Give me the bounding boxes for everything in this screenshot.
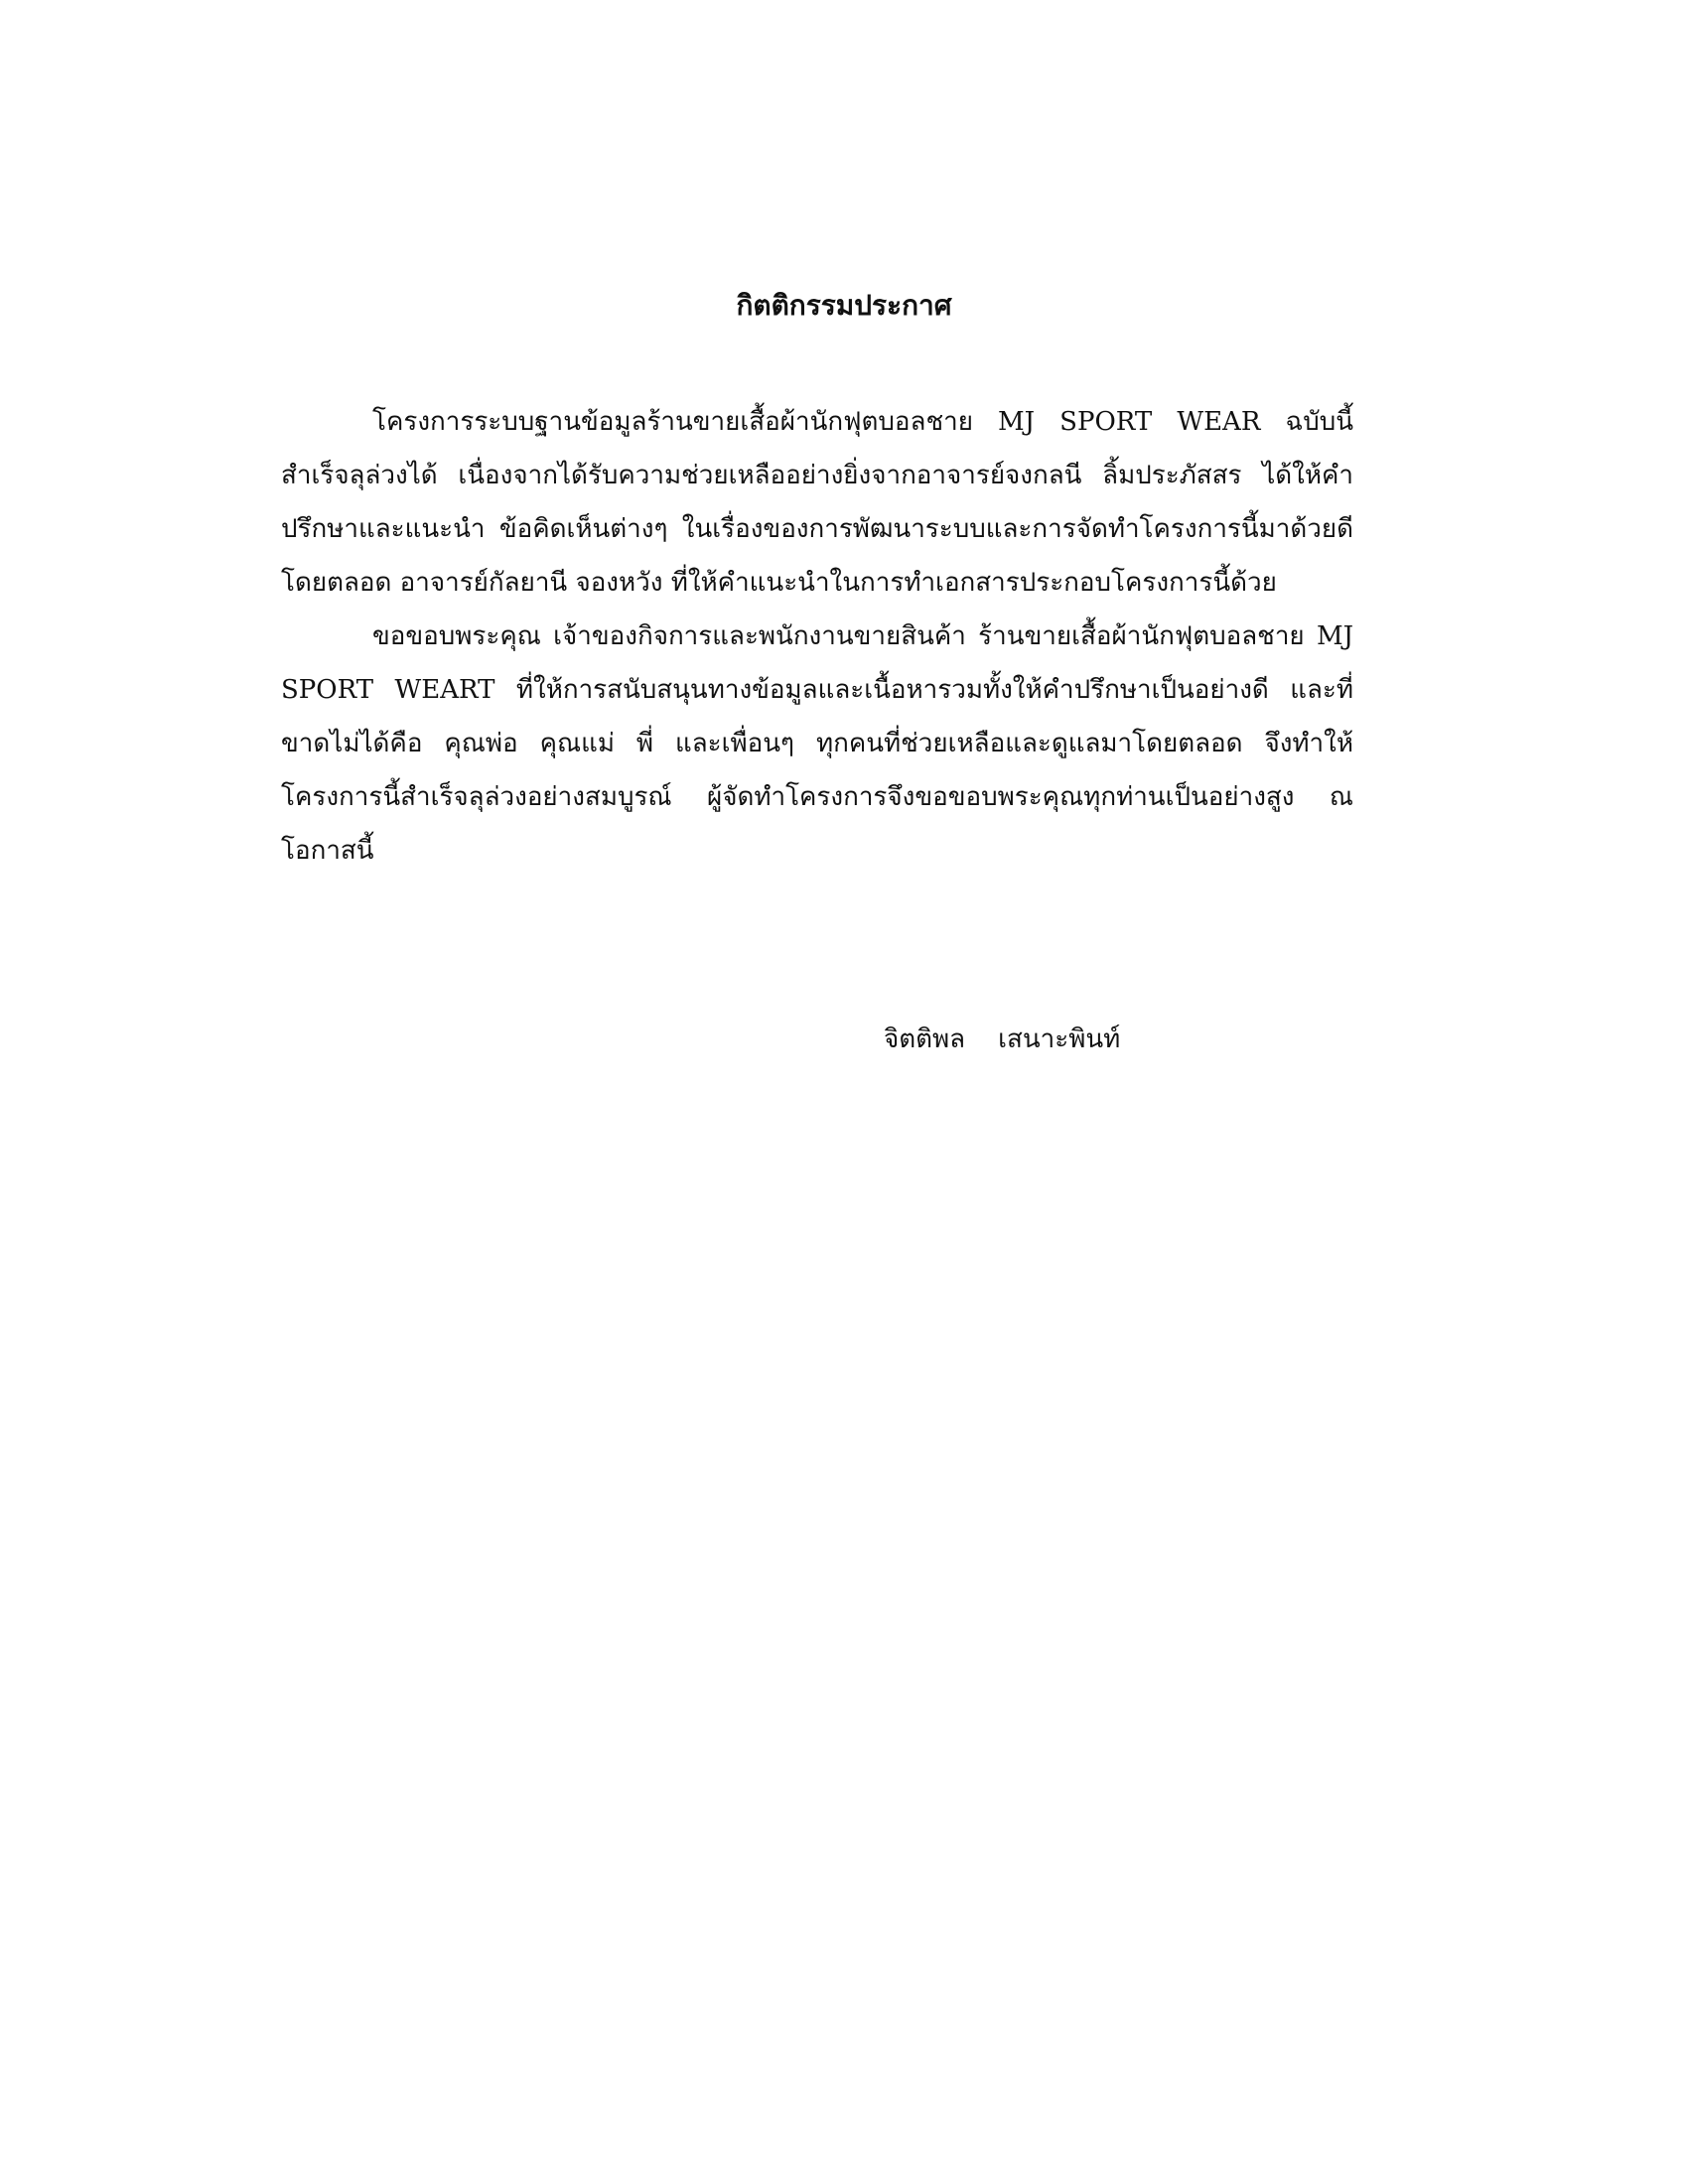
paragraph-1: โครงการระบบฐานข้อมูลร้านขายเสื้อผ้านักฟุตบอลชาย MJ SPORT WEAR ฉบับนี้สำเร็จลุล่วงได้ เนื่องจากได้รับความช่วยเหลืออย่างยิ่งจากอาจารย์จงกลนี ลิ้มประภัสสร ได้ให้คำปรึกษาและแนะนำ ข้อคิดเห็นต่างๆ ในเรื่องของการพัฒนาระบบและการจัดทำโครงการนี้มาด้วยดีโดยตลอด อาจารย์กัลยานี จองหวัง ที่ให้คำแนะนำในการทำเอกสารประกอบโครงการนี้ด้วย <box>281 407 1353 598</box>
signature-name: จิตติพล เสนาะพินท์ <box>884 1024 1121 1054</box>
page-title: กิตติกรรมประกาศ <box>736 289 952 322</box>
document-body <box>281 395 1353 878</box>
paragraph-2: ขอขอบพระคุณ เจ้าของกิจการและพนักงานขายสินค้า ร้านขายเสื้อผ้านักฟุตบอลชาย MJ SPORT WEART ที่ให้การสนับสนุนทางข้อมูลและเนื้อหารวมทั้งให้คำปรึกษาเป็นอย่างดี และที่ขาดไม่ได้คือ คุณพ่อ คุณแม่ พี่ และเพื่อนๆ ทุกคนที่ช่วยเหลือและดูแลมาโดยตลอด จึงทำให้โครงการนี้สำเร็จลุล่วงอย่างสมบูรณ์ ผู้จัดทำโครงการจึงขอขอบพระคุณทุกท่านเป็นอย่างสูง ณ โอกาสนี้ <box>281 621 1353 866</box>
